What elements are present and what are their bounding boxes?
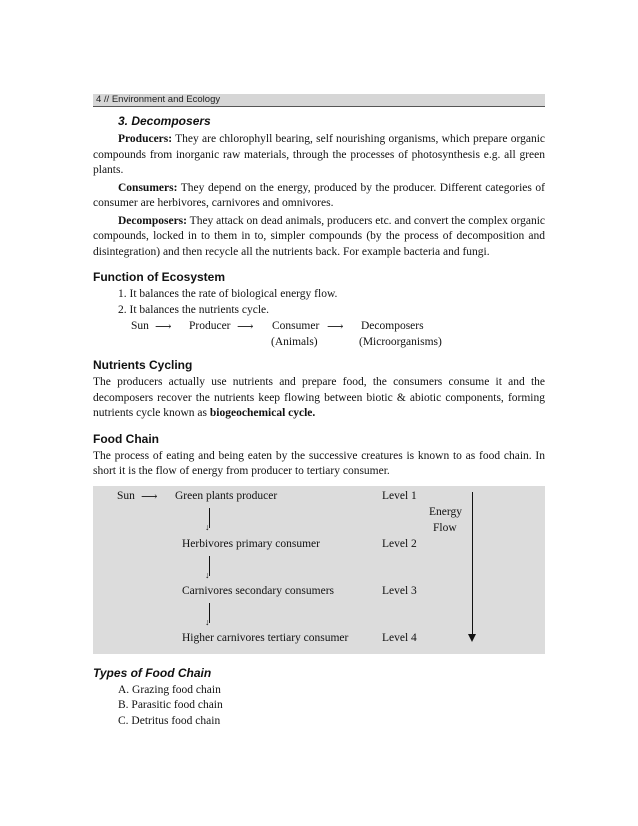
paragraph-food-chain: The process of eating and being eaten by the successive creatures is known to as food chain. In short it is the flow of energy from producer to tertiary consumer.	[93, 449, 545, 477]
types-list	[93, 683, 545, 730]
fc-level-4: Level 4	[382, 631, 417, 644]
list-item: 1. It balances the rate of biological energy flow.	[118, 288, 338, 300]
flow-microorganisms: (Microorganisms)	[359, 336, 442, 348]
flow-arrow: ⟶	[237, 321, 254, 333]
flow-consumer: Consumer	[272, 320, 320, 332]
energy-flow-diagram	[93, 318, 545, 352]
running-header	[93, 94, 545, 107]
list-item: 2. It balances the nutrients cycle.	[118, 303, 270, 316]
flow-sun: Sun	[131, 320, 149, 332]
decomposers-text: They attack on dead animals, producers etc. and convert the complex organic compounds, locked in to them in to, simpler compounds (by the process of decomposition and disintegration) and then recycle all the nutrients back. For example bacteria and fungi.	[93, 214, 545, 258]
fc-step-4: Higher carnivores tertiary consumer	[182, 631, 349, 644]
producers-text: They are chlorophyll bearing, self nourishing organisms, which prepare organic compounds from inorganic raw materials, through the processes of photosynthesis e.g. all green plants.	[93, 133, 545, 176]
fc-step-1: Green plants producer	[175, 489, 278, 502]
energy-flow-line	[472, 492, 473, 638]
flow-producer: Producer	[189, 320, 231, 332]
energy-label: Energy	[429, 505, 463, 518]
paragraph-producers	[93, 132, 545, 179]
list-item: C. Detritus food chain	[118, 714, 221, 727]
down-arrow: ↓	[205, 508, 215, 532]
section-heading-decomposers: 3. Decomposers	[118, 114, 211, 128]
term-consumers: Consumers:	[118, 181, 178, 194]
list-item: A. Grazing food chain	[118, 683, 221, 696]
fc-level-1: Level 1	[382, 489, 417, 502]
paragraph-nutrients	[93, 375, 545, 422]
term-decomposers: Decomposers:	[118, 214, 187, 227]
term-producers: Producers:	[118, 133, 173, 145]
fc-level-2: Level 2	[382, 537, 417, 550]
fc-step-3: Carnivores secondary consumers	[182, 584, 335, 597]
heading-food-chain: Food Chain	[93, 431, 159, 446]
fc-arrow: ⟶	[141, 490, 158, 503]
down-arrow: ↓	[205, 556, 215, 580]
fc-sun: Sun	[117, 489, 135, 502]
flow-decomposers: Decomposers	[361, 320, 424, 332]
nutrients-text: The producers actually use nutrients and prepare food, the consumers consume it and the decomposers recover the nutrients keep flowing between biotic & abiotic components, forming nutrients cycle known as	[93, 376, 545, 419]
consumers-text: They depend on the energy, produced by the producer. Different categories of consumer are herbivores, carnivores and omnivores.	[93, 181, 545, 209]
flow-arrow: ⟶	[155, 321, 172, 333]
list-item: B. Parasitic food chain	[118, 699, 223, 711]
header-text: 4 // Environment and Ecology	[96, 94, 221, 105]
down-arrow: ↓	[205, 603, 215, 627]
heading-nutrients-cycling: Nutrients Cycling	[93, 358, 193, 372]
paragraph-consumers	[93, 181, 545, 212]
fc-step-2: Herbivores primary consumer	[182, 537, 320, 550]
paragraph-decomposers	[93, 214, 545, 261]
term-biogeochemical-cycle: biogeochemical cycle.	[209, 407, 316, 419]
flow-arrow: ⟶	[327, 321, 344, 333]
page	[93, 94, 545, 729]
function-list	[93, 287, 545, 318]
flow-animals: (Animals)	[271, 336, 318, 348]
energy-flow-arrowhead	[468, 634, 476, 642]
food-chain-diagram	[93, 486, 545, 654]
fc-level-3: Level 3	[382, 584, 417, 597]
heading-function-of-ecosystem: Function of Ecosystem	[93, 270, 226, 284]
heading-types-of-food-chain: Types of Food Chain	[93, 665, 212, 680]
flow-label: Flow	[433, 521, 457, 534]
